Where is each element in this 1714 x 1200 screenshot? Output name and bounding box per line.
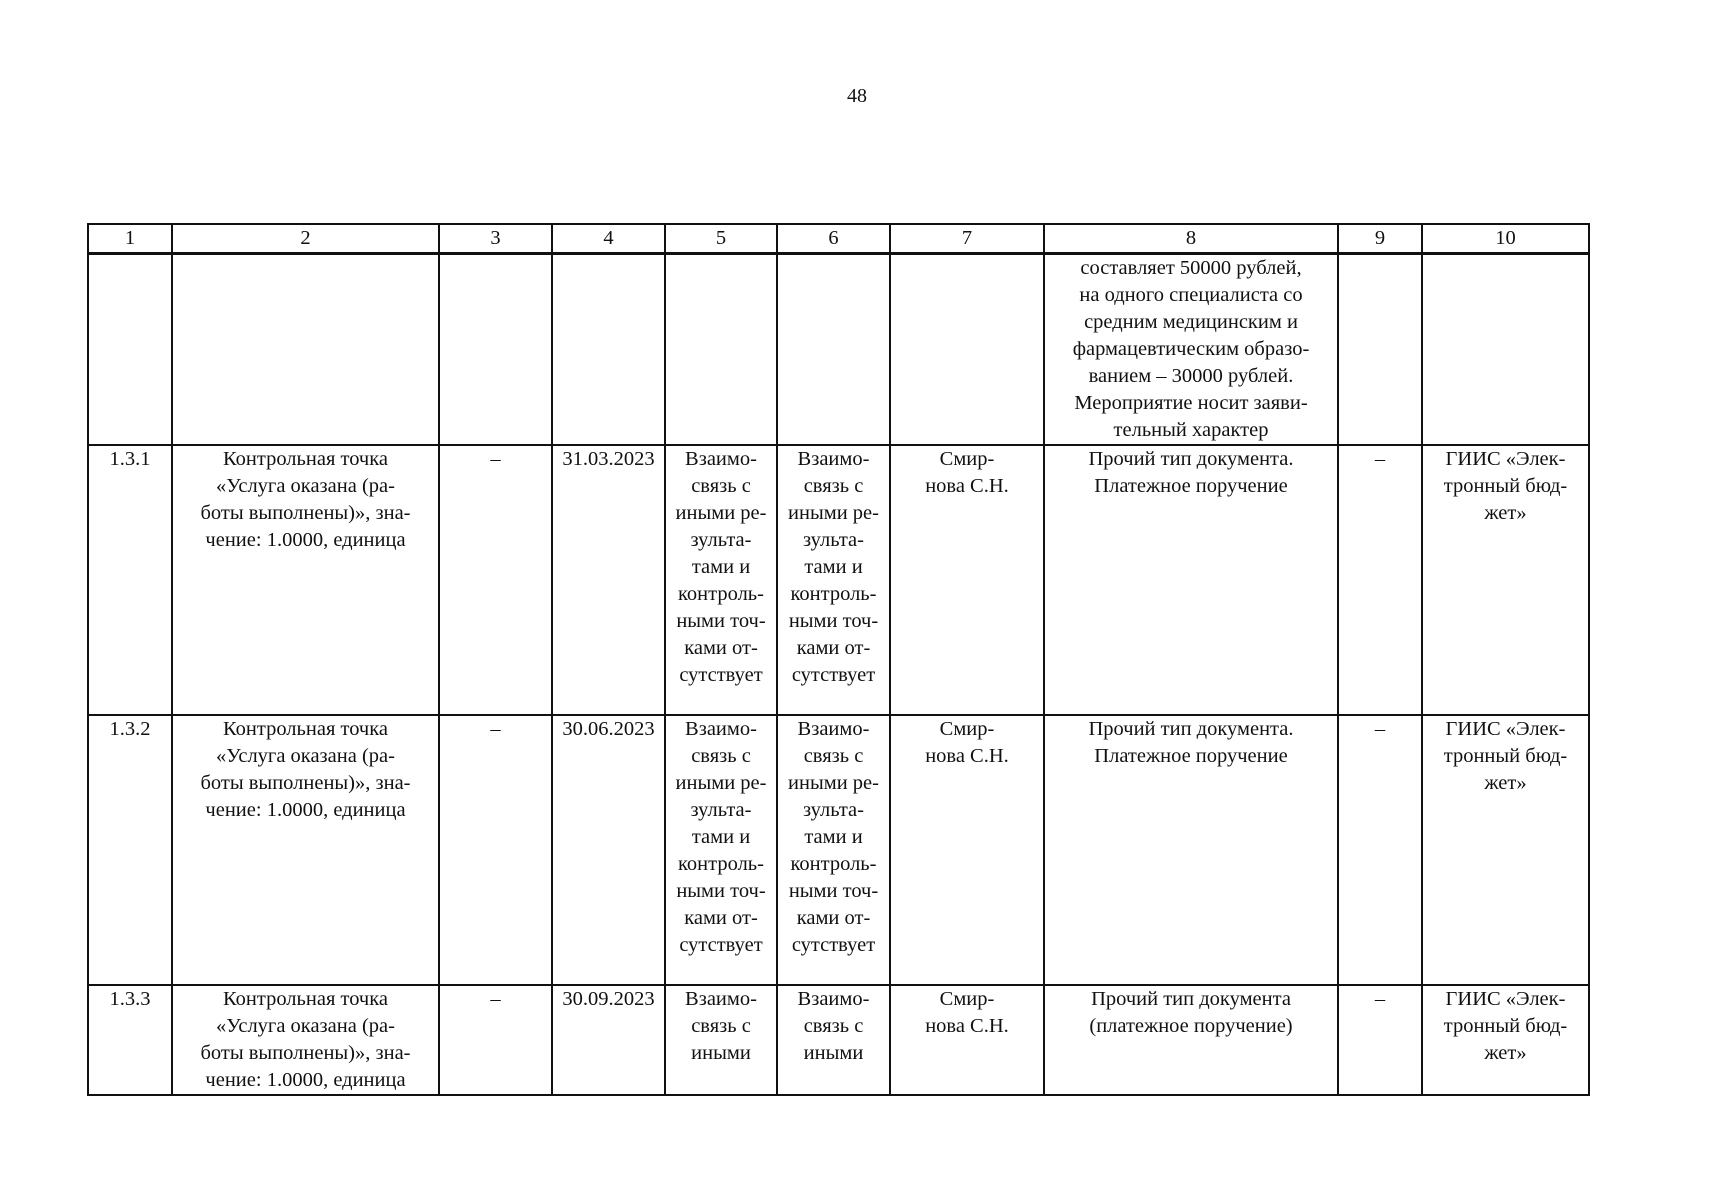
continuation-text: составляет 50000 рублей, на одного специалиста со средним медицинским и фармацевтическим образо- ванием – 30000 рублей. Мероприятие носит заяви- тельный характер	[1072, 257, 1310, 441]
table-cell: –	[439, 445, 552, 715]
table-cell: –	[439, 985, 552, 1095]
relation-cell: Взаимо- связь с иными ре- зульта- тами и контроль- ными точ- ками от- сутствует	[777, 445, 890, 715]
table-cell	[439, 254, 552, 446]
table-row	[88, 445, 1589, 715]
relation-cell: Взаимо- связь с иными	[777, 985, 890, 1095]
header-cell: 3	[439, 224, 552, 254]
header-cell: 10	[1422, 224, 1589, 254]
row-number: 1.3.3	[88, 985, 172, 1095]
responsible-person: Смир- нова С.Н.	[890, 445, 1044, 715]
table-cell	[890, 254, 1044, 446]
table-cell: –	[1338, 715, 1422, 985]
page-number: 48	[847, 85, 867, 107]
header-row	[88, 224, 1589, 254]
header-cell: 1	[88, 224, 172, 254]
header-cell: 6	[777, 224, 890, 254]
table-cell	[1044, 254, 1338, 446]
relation-cell: Взаимо- связь с иными	[665, 985, 777, 1095]
table-row	[88, 715, 1589, 985]
table-cell: –	[1338, 445, 1422, 715]
table-cell	[1422, 254, 1589, 446]
relation-cell: Взаимо- связь с иными ре- зульта- тами и контроль- ными точ- ками от- сутствует	[777, 715, 890, 985]
header-cell: 8	[1044, 224, 1338, 254]
responsible-person: Смир- нова С.Н.	[890, 985, 1044, 1095]
table-cell: –	[439, 715, 552, 985]
responsible-person: Смир- нова С.Н.	[890, 715, 1044, 985]
table-cell	[88, 254, 172, 446]
table-cell	[665, 254, 777, 446]
plan-table	[87, 223, 1590, 1096]
header-cell: 7	[890, 224, 1044, 254]
row-number: 1.3.2	[88, 715, 172, 985]
header-cell: 5	[665, 224, 777, 254]
checkpoint-name: Контрольная точка «Услуга оказана (ра- боты выполнены)», зна- чение: 1.0000, единица	[172, 985, 439, 1095]
table-row	[88, 985, 1589, 1095]
deadline-date: 30.06.2023	[552, 715, 665, 985]
information-system: ГИИС «Элек- тронный бюд- жет»	[1422, 445, 1589, 715]
header-cell: 4	[552, 224, 665, 254]
deadline-date: 30.09.2023	[552, 985, 665, 1095]
table-cell	[777, 254, 890, 446]
checkpoint-name: Контрольная точка «Услуга оказана (ра- боты выполнены)», зна- чение: 1.0000, единица	[172, 715, 439, 985]
table-cell: –	[1338, 985, 1422, 1095]
header-cell: 2	[172, 224, 439, 254]
header-cell: 9	[1338, 224, 1422, 254]
table-cell	[552, 254, 665, 446]
relation-cell: Взаимо- связь с иными ре- зульта- тами и контроль- ными точ- ками от- сутствует	[665, 715, 777, 985]
information-system: ГИИС «Элек- тронный бюд- жет»	[1422, 985, 1589, 1095]
continuation-row	[88, 254, 1589, 446]
deadline-date: 31.03.2023	[552, 445, 665, 715]
document-type: Прочий тип документа (платежное поручение)	[1044, 985, 1338, 1095]
document-type: Прочий тип документа. Платежное поручение	[1044, 445, 1338, 715]
checkpoint-name: Контрольная точка «Услуга оказана (ра- боты выполнены)», зна- чение: 1.0000, единица	[172, 445, 439, 715]
relation-cell: Взаимо- связь с иными ре- зульта- тами и контроль- ными точ- ками от- сутствует	[665, 445, 777, 715]
table-cell	[172, 254, 439, 446]
information-system: ГИИС «Элек- тронный бюд- жет»	[1422, 715, 1589, 985]
row-number: 1.3.1	[88, 445, 172, 715]
table-cell	[1338, 254, 1422, 446]
document-type: Прочий тип документа. Платежное поручение	[1044, 715, 1338, 985]
